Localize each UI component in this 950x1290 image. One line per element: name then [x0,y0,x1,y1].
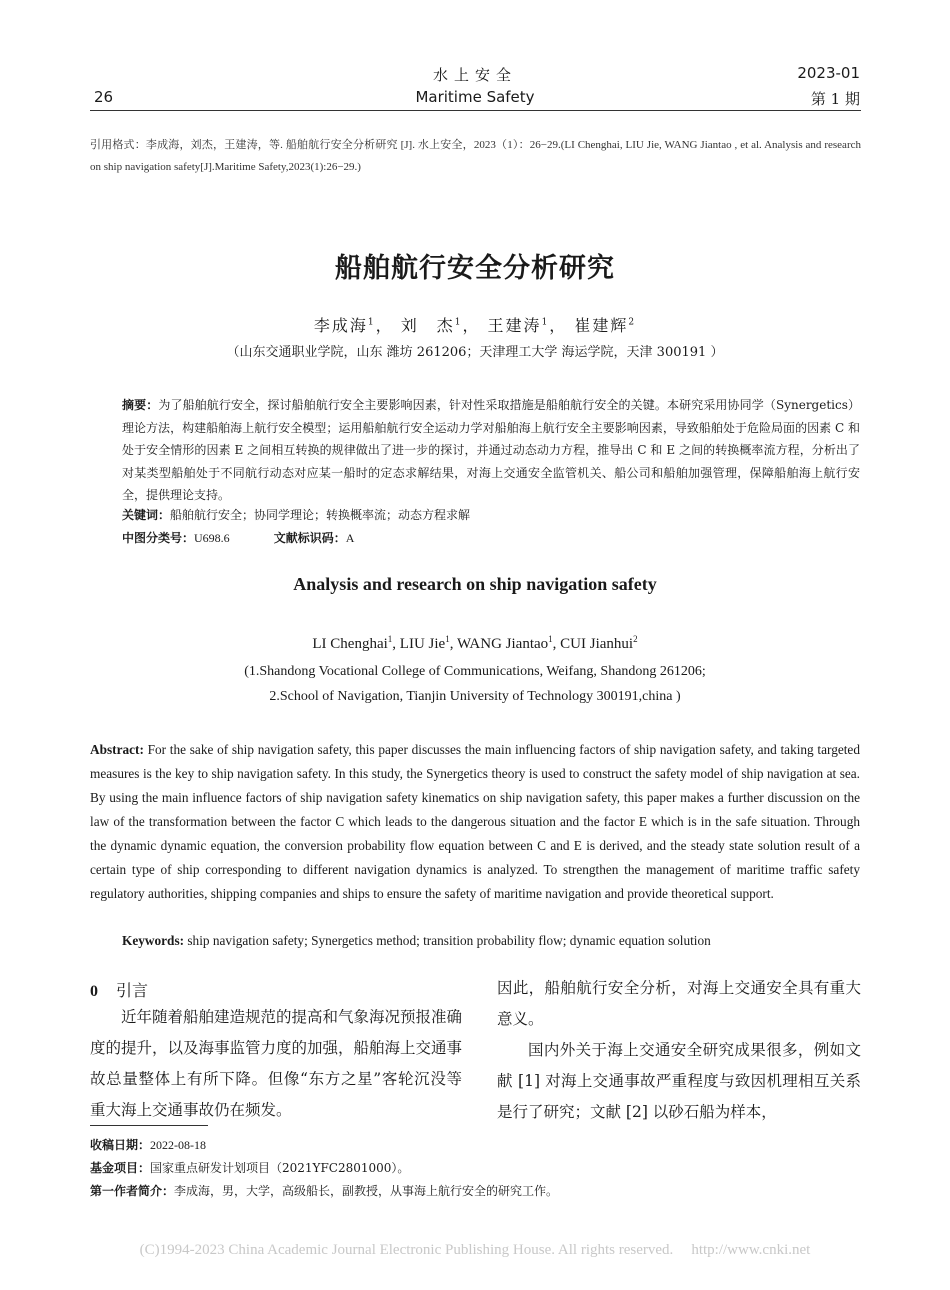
body-paragraph: 国内外关于海上交通安全研究成果很多，例如文献 [1] 对海上交通事故严重程度与致因机理相互关系是行了研究；文献 [2] 以砂石船为样本， [497,1041,861,1121]
affiliation-en-2: 2.School of Navigation, Tianjin University of Technology 300191,china ) [269,689,681,704]
author-list-cn: 李成海$^1$， 刘 杰$^1$， 王建涛$^1$， 崔建辉$^2$ [313,316,637,335]
author-affiliation-mark: 1 [541,317,550,328]
clc-label: 中图分类号： [122,531,195,545]
footnote-received [90,1135,861,1155]
footnote-label: 基金项目： [90,1161,151,1175]
section-heading [90,978,148,1001]
author-name: 李成海 [313,316,368,335]
footnote-text: 国家重点研发计划项目（2021YFC2801000）。 [150,1161,410,1175]
author-name: 崔建辉 [574,316,629,335]
author-name: 刘 杰 [400,316,455,335]
abstract-cn [122,394,860,507]
keywords-label-en: Keywords: [122,933,185,948]
body-column-right [497,973,861,1128]
author-name-en: LI Chenghai [312,636,388,652]
author-separator: , [552,636,561,652]
abstract-text-cn: 为了船舶航行安全，探讨船舶航行安全主要影响因素，针对性采取措施是船舶航行安全的关键。本研究采用协同学（Synergetics）理论方法，构建船舶海上航行安全模型；运用船舶航行安全运动力学对船舶海上航行安全主要影响因素，导致船舶处于危险局面的因素 C 和处于安全情形的因素 E 之间相互转换的规律做出了进一步的探讨，并通过动态动力方程，推导出 C 和 E 之间的转换概率流方程，分析出了对某类型船舶处于不同航行动态对应某一船时的定态求解结果，对海上交通安全监管机关、船公司和船舶加强管理，保障船舶海上航行安全，提供理论支持。 [122,398,860,502]
keywords-text-cn: 船舶航行安全；协同学理论；转换概率流；动态方程求解 [170,508,471,522]
header-rule [90,110,861,111]
abstract-text-en: For the sake of ship navigation safety, this paper discusses the main influencing factors of ship navigation safety, and taking targeted measures is the key to ship navigation safety. In this study, the Synergetics theory is used to construct the safety model of ship navigation at sea. By using the main influence factors of ship navigation safety kinematics on ship navigation safety, this paper makes a further discussion on the law of the transformation between the factor C which leads to the dangerous situation and the factor E which is in the safe situation. Through the dynamic dynamic equation, the conversion probability flow equation between C and E is derived, and the steady state solution result of a certain type of ship corresponding to different navigation dynamics is analyzed. To strengthen the management of maritime traffic safety regulatory authorities, shipping companies and ships to ensure the safety of maritime navigation and provide theoretical support. [90,742,860,901]
citation-format: 引用格式：李成海，刘杰，王建涛，等. 船舶航行安全分析研究 [J]. 水上安全，2023（1）：26−29.(LI Chenghai, LIU Jie, WANG Jiantao , et al. Analysis and research on ship navigation safety[J].Maritime Safety,2023(1):26−29.) [90,139,861,173]
author-affiliation-mark: 1 [445,634,450,644]
footnote-label: 收稿日期： [90,1138,151,1152]
author-name-en: WANG Jiantao [456,636,549,652]
author-list-en [0,636,950,653]
body-column-left [90,1002,462,1126]
keywords-text-en: ship navigation safety; Synergetics method; transition probability flow; dynamic equation solution [187,933,711,948]
footnote-text: 李成海，男，大学，高级船长，副教授，从事海上航行安全的研究工作。 [174,1184,559,1198]
author-affiliation-mark: 2 [633,634,638,644]
copyright-notice [0,1242,950,1259]
body-paragraph: 近年随着船舶建造规范的提高和气象海况预报准确度的提升，以及海事监管力度的加强，船舶海上交通事故总量整体上有所下降。但像“东方之星”客轮沉没等重大海上交通事故仍在频发。 [90,1008,463,1119]
clc-value: U698.6 [194,531,230,545]
footnote-label: 第一作者简介： [90,1184,175,1198]
affiliation-en-1: (1.Shandong Vocational College of Communications, Weifang, Shandong 261206; [244,664,706,679]
section-title: 引言 [116,981,149,1000]
affiliation-cn: （山东交通职业学院，山东 潍坊 261206；天津理工大学 海运学院，天津 300191 ） [226,345,724,360]
body-paragraph: 因此，船舶航行安全分析，对海上交通安全具有重大意义。 [497,979,861,1028]
keywords-en [122,930,860,952]
copyright-text: (C)1994-2023 China Academic Journal Electronic Publishing House. All rights reserved. [139,1242,674,1258]
journal-name-en: Maritime Safety [415,88,535,106]
author-name: 王建涛 [487,316,542,335]
author-affiliation-mark: 1 [387,634,393,644]
author-name-en: LIU Jie [399,636,446,652]
keywords-label-cn: 关键词： [122,508,171,522]
author-affiliation-mark: 1 [454,317,463,328]
abstract-label-en: Abstract: [90,742,144,757]
author-separator: , [392,636,400,652]
author-affiliation-mark: 1 [367,317,376,328]
doc-code-value: A [345,531,355,545]
abstract-en [90,738,860,906]
article-title-en: Analysis and research on ship navigation safety [293,574,657,594]
footnote-fund [90,1158,861,1178]
footnote-author [90,1181,861,1201]
keywords-cn [122,505,860,525]
footnote-text: 2022-08-18 [150,1138,207,1152]
section-number: 0 [90,983,98,1000]
article-title-cn: 船舶航行安全分析研究 [335,253,615,284]
page-number: 26 [94,88,114,106]
footnote-rule [90,1125,208,1126]
author-separator: , [449,636,457,652]
doc-code-label: 文献标识码： [273,531,346,545]
abstract-label-cn: 摘要： [122,398,159,412]
issue-number: 第 1 期 [810,90,860,108]
copyright-url[interactable]: http://www.cnki.net [691,1242,811,1258]
author-name-en: CUI Jianhui [560,636,634,652]
author-affiliation-mark: 1 [548,634,553,644]
classification-line [122,528,860,548]
author-affiliation-mark: 2 [628,317,637,328]
year-issue: 2023-01 [797,64,860,82]
journal-name-cn: 水上安全 [432,66,517,84]
